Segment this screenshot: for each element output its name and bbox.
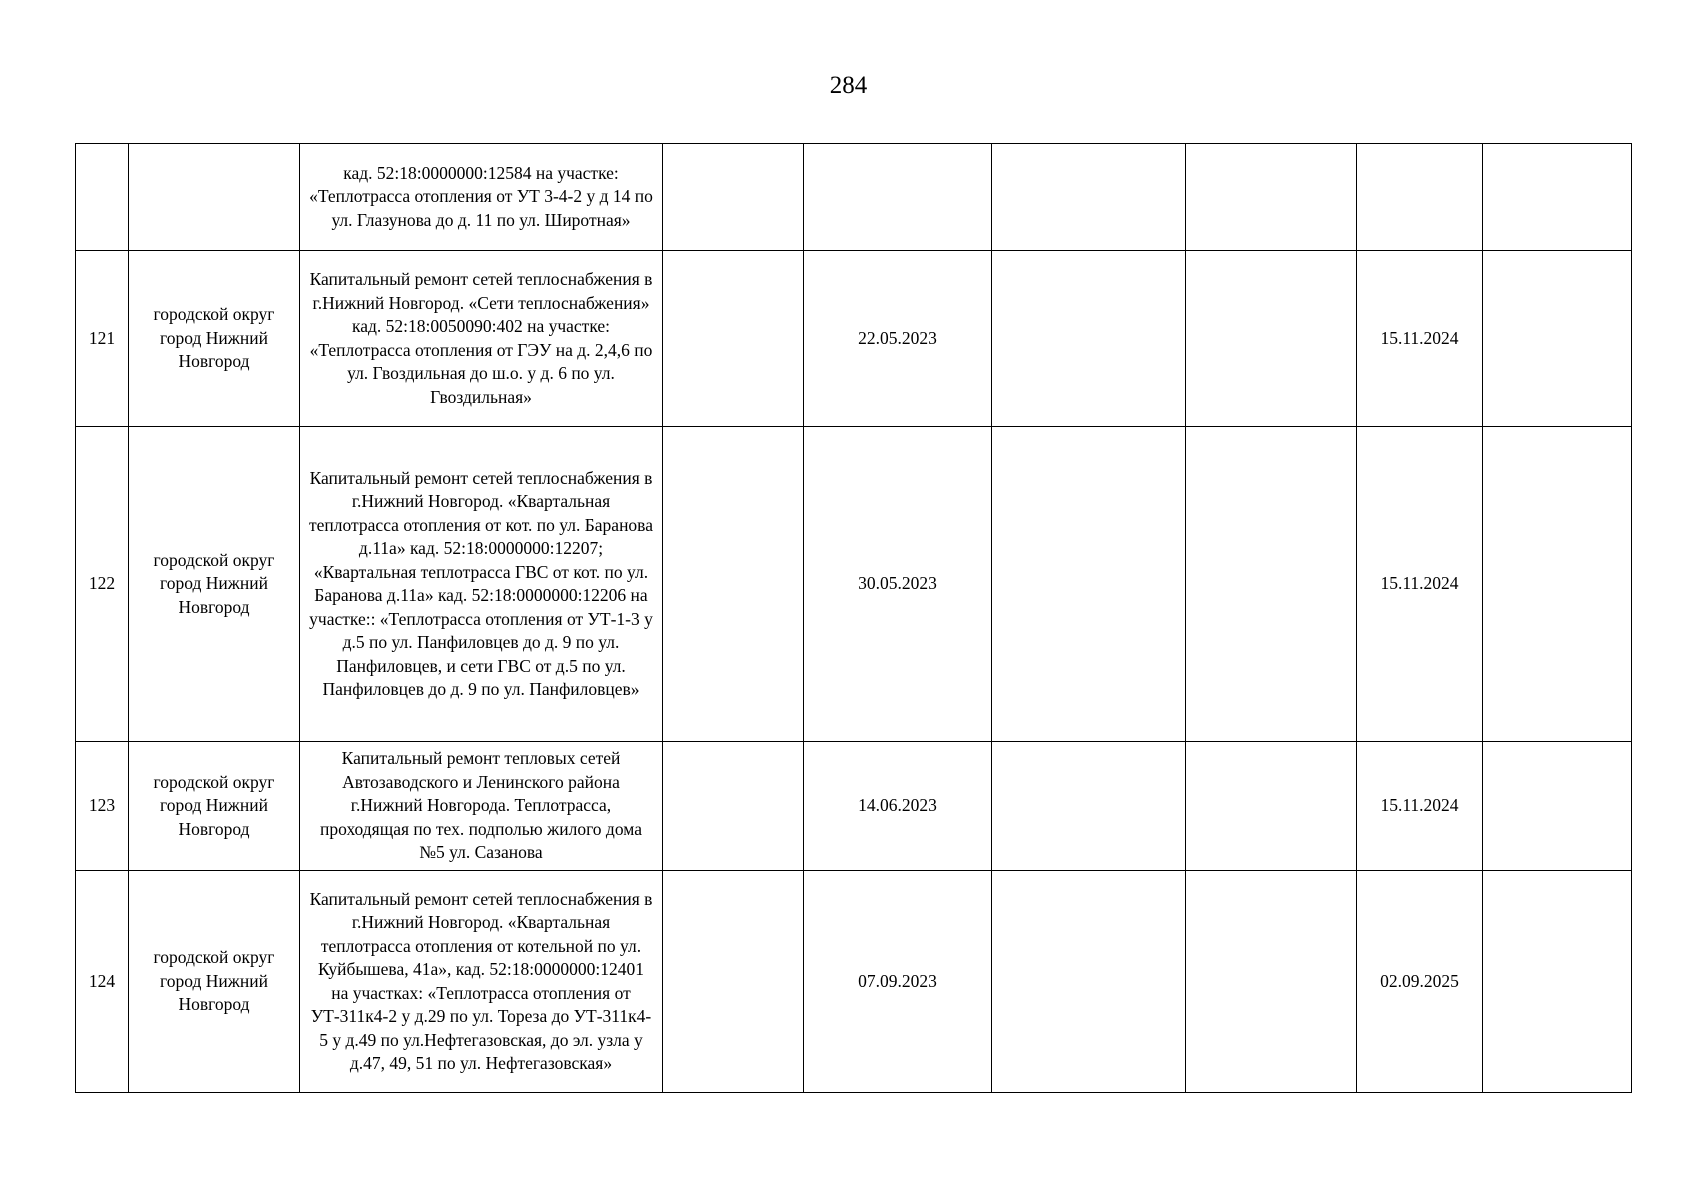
row-number-cell: 122	[76, 427, 129, 742]
row-number-cell: 123	[76, 742, 129, 871]
column-9-cell	[1483, 427, 1632, 742]
column-7-cell	[1186, 871, 1357, 1093]
end-date-cell: 15.11.2024	[1357, 742, 1483, 871]
column-4-cell	[663, 427, 804, 742]
column-4-cell	[663, 251, 804, 427]
end-date-cell	[1357, 144, 1483, 251]
municipality-cell: городской округ город Нижний Новгород	[129, 871, 300, 1093]
column-9-cell	[1483, 871, 1632, 1093]
column-9-cell	[1483, 144, 1632, 251]
municipality-cell: городской округ город Нижний Новгород	[129, 427, 300, 742]
column-7-cell	[1186, 742, 1357, 871]
column-6-cell	[992, 144, 1186, 251]
column-6-cell	[992, 427, 1186, 742]
start-date-cell: 22.05.2023	[804, 251, 992, 427]
column-9-cell	[1483, 251, 1632, 427]
works-table	[75, 143, 1632, 1093]
municipality-cell: городской округ город Нижний Новгород	[129, 742, 300, 871]
description-cell: Капитальный ремонт сетей теплоснабжения в г.Нижний Новгород. «Квартальная теплотрасса отопления от кот. по ул. Баранова д.11а» кад. 52:18:0000000:12207; «Квартальная теплотрасса ГВС от кот. по ул. Баранова д.11а» кад. 52:18:0000000:12206 на участке:: «Теплотрасса отопления от УТ-1-3 у д.5 по ул. Панфиловцев до д. 9 по ул. Панфиловцев, и сети ГВС от д.5 по ул. Панфиловцев до д. 9 по ул. Панфиловцев»	[300, 427, 663, 742]
table-row	[76, 427, 1632, 742]
column-6-cell	[992, 251, 1186, 427]
column-4-cell	[663, 144, 804, 251]
description-cell: Капитальный ремонт сетей теплоснабжения в г.Нижний Новгород. «Сети теплоснабжения» кад. 52:18:0050090:402 на участке: «Теплотрасса отопления от ГЭУ на д. 2,4,6 по ул. Гвоздильная до ш.о. у д. 6 по ул. Гвоздильная»	[300, 251, 663, 427]
column-7-cell	[1186, 251, 1357, 427]
end-date-cell: 15.11.2024	[1357, 251, 1483, 427]
start-date-cell: 07.09.2023	[804, 871, 992, 1093]
table-row	[76, 871, 1632, 1093]
row-number-cell	[76, 144, 129, 251]
row-number-cell: 121	[76, 251, 129, 427]
table-row	[76, 742, 1632, 871]
description-cell: Капитальный ремонт сетей теплоснабжения в г.Нижний Новгород. «Квартальная теплотрасса отопления от котельной по ул. Куйбышева, 41а», кад. 52:18:0000000:12401 на участках: «Теплотрасса отопления от УТ-311к4-2 у д.29 по ул. Тореза до УТ-311к4-5 у д.49 по ул.Нефтегазовская, до эл. узла у д.47, 49, 51 по ул. Нефтегазовская»	[300, 871, 663, 1093]
municipality-cell	[129, 144, 300, 251]
column-7-cell	[1186, 144, 1357, 251]
row-number-cell: 124	[76, 871, 129, 1093]
start-date-cell: 14.06.2023	[804, 742, 992, 871]
description-cell: кад. 52:18:0000000:12584 на участке: «Теплотрасса отопления от УТ 3-4-2 у д 14 по ул. Глазунова до д. 11 по ул. Широтная»	[300, 144, 663, 251]
column-6-cell	[992, 871, 1186, 1093]
column-7-cell	[1186, 427, 1357, 742]
table-row	[76, 144, 1632, 251]
column-4-cell	[663, 742, 804, 871]
description-cell: Капитальный ремонт тепловых сетей Автозаводского и Ленинского района г.Нижний Новгорода. Теплотрасса, проходящая по тех. подполью жилого дома №5 ул. Сазанова	[300, 742, 663, 871]
page-number: 284	[829, 72, 868, 99]
column-9-cell	[1483, 742, 1632, 871]
column-6-cell	[992, 742, 1186, 871]
table-row	[76, 251, 1632, 427]
municipality-cell: городской округ город Нижний Новгород	[129, 251, 300, 427]
start-date-cell: 30.05.2023	[804, 427, 992, 742]
column-4-cell	[663, 871, 804, 1093]
end-date-cell: 02.09.2025	[1357, 871, 1483, 1093]
start-date-cell	[804, 144, 992, 251]
end-date-cell: 15.11.2024	[1357, 427, 1483, 742]
